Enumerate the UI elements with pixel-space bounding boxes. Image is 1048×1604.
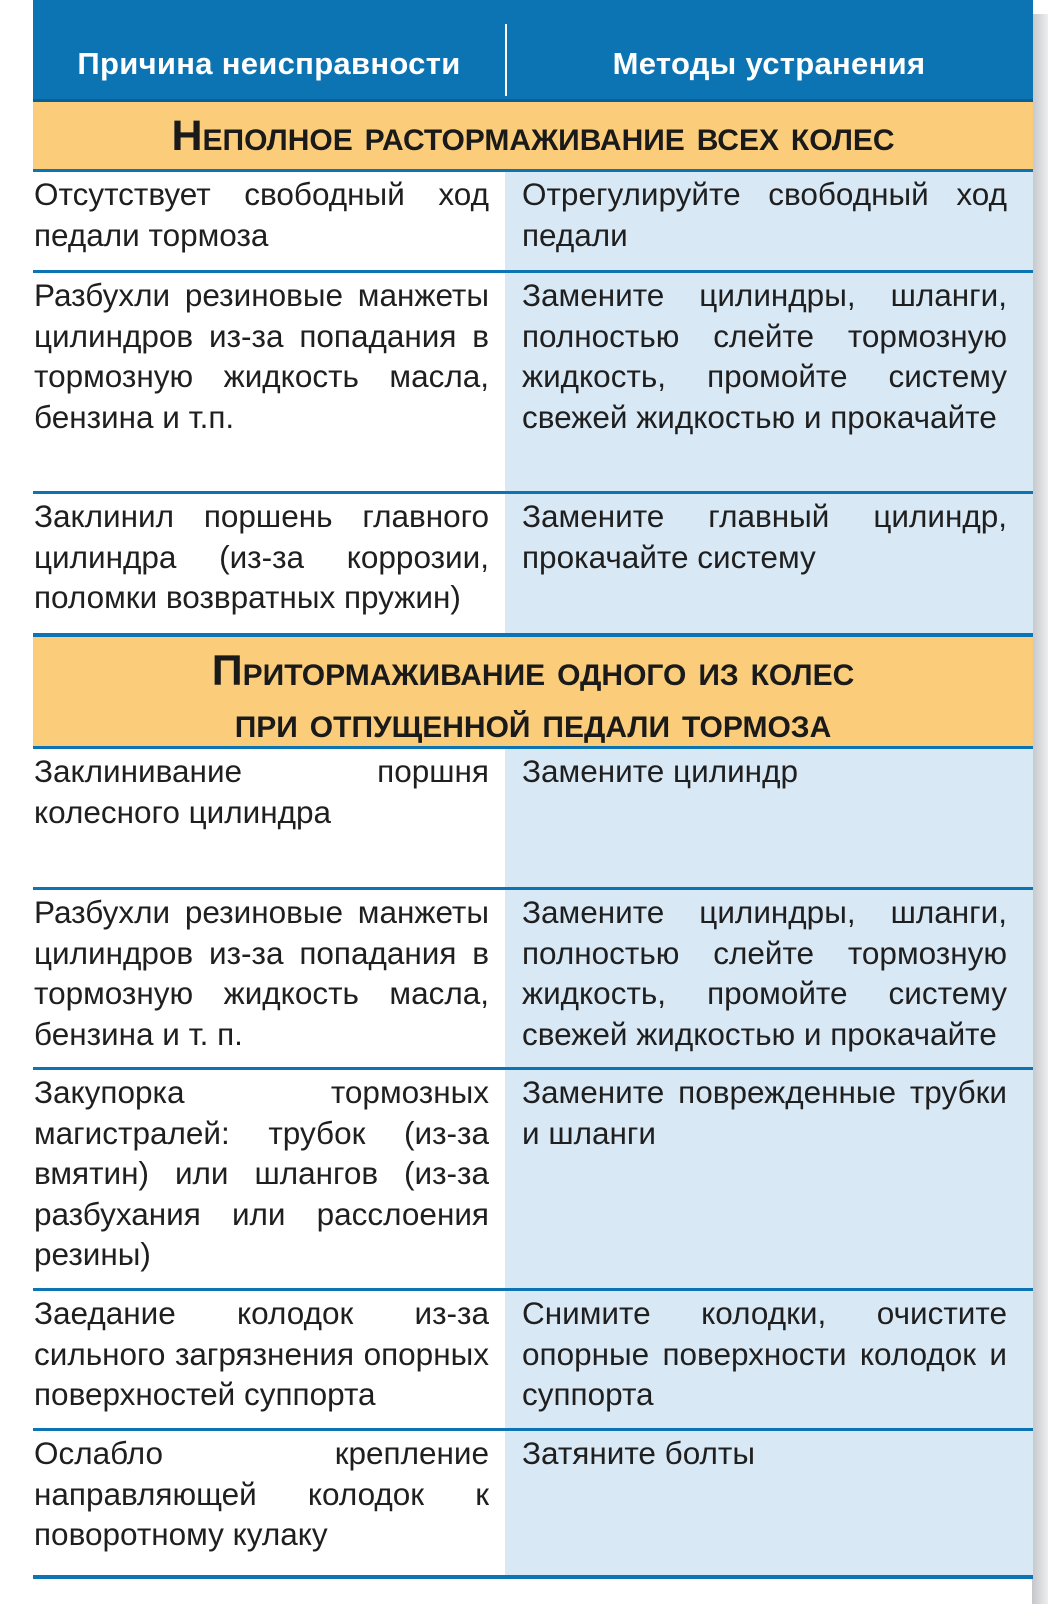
- table-row: [33, 172, 1033, 273]
- header-divider: [505, 24, 507, 96]
- fix-cell: Снимите колодки, очистите опорные поверхности колодок и суппорта: [505, 1291, 1033, 1428]
- cause-cell: Ослабло крепление направляющей колодок к поворотному кулаку: [33, 1431, 505, 1575]
- table-row: [33, 273, 1033, 494]
- section-title-line: Притормаживание одного из колес: [211, 647, 855, 695]
- page-edge-shadow: [1032, 14, 1048, 1604]
- fix-cell: Замените цилиндры, шланги, полностью слейте тормозную жидкость, промойте систему свежей жидкостью и прокачайте: [505, 273, 1033, 491]
- table-row: [33, 1431, 1033, 1579]
- column-header-fix: Методы устранения: [612, 46, 926, 81]
- fix-cell: Отрегулируйте свободный ход педали: [505, 172, 1033, 270]
- section-title-line: при отпущенной педали тормоза: [234, 699, 832, 747]
- cause-cell: Отсутствует свободный ход педали тормоза: [33, 172, 505, 270]
- section-title: Неполное растормаживание всех колес: [33, 102, 1033, 172]
- cause-cell: Разбухли резиновые манжеты цилиндров из-за попадания в тормозную жидкость масла, бензина и т.п.: [33, 273, 505, 491]
- fix-cell: Затяните болты: [505, 1431, 1033, 1575]
- column-header-cause: Причина неисправности: [77, 46, 461, 81]
- fix-cell: Замените поврежденные трубки и шланги: [505, 1070, 1033, 1288]
- table-row: [33, 890, 1033, 1070]
- fix-cell: Замените главный цилиндр, прокачайте систему: [505, 494, 1033, 633]
- cause-cell: Заедание колодок из-за сильного загрязнения опорных поверхностей суппорта: [33, 1291, 505, 1428]
- table-row: [33, 494, 1033, 633]
- troubleshooting-table: [33, 0, 1033, 1579]
- table-row: [33, 1291, 1033, 1431]
- cause-cell: Заклинивание поршня колесного цилиндра: [33, 749, 505, 887]
- fix-cell: Замените цилиндр: [505, 749, 1033, 887]
- table-row: [33, 1070, 1033, 1291]
- fix-cell: Замените цилиндры, шланги, полностью слейте тормозную жидкость, промойте систему свежей жидкостью и прокачайте: [505, 890, 1033, 1067]
- cause-cell: Закупорка тормозных магистралей: трубок (из-за вмятин) или шлангов (из-за разбухания или расслоения резины): [33, 1070, 505, 1288]
- cause-cell: Заклинил поршень главного цилиндра (из-за коррозии, поломки возвратных пружин): [33, 494, 505, 633]
- section-title: [33, 633, 1033, 749]
- table-header: [33, 0, 1033, 102]
- cause-cell: Разбухли резиновые манжеты цилиндров из-за попадания в тормозную жидкость масла, бензина и т. п.: [33, 890, 505, 1067]
- table-row: [33, 749, 1033, 890]
